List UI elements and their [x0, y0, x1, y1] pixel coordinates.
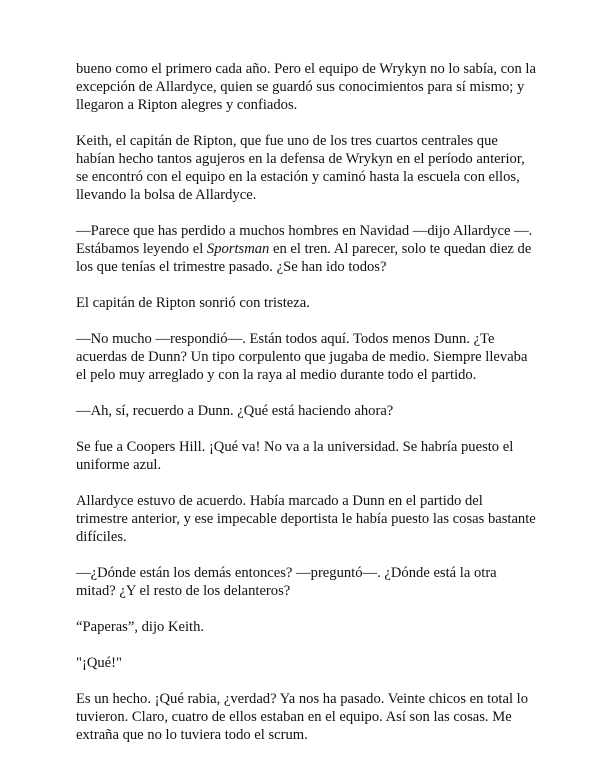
- paragraph: bueno como el primero cada año. Pero el equipo de Wrykyn no lo sabía, con la excepción de Allardyce, quien se guardó sus conocimientos para sí mismo; y llegaron a Ripton alegres y confiados.: [76, 61, 536, 113]
- paragraph-text: en el tren. Al parecer, solo te quedan diez de los que tenías el trimestre pasado. ¿Se han ido todos?: [76, 241, 532, 275]
- paragraph: —No mucho —respondió—. Están todos aquí. Todos menos Dunn. ¿Te acuerdas de Dunn? Un tipo corpulento que jugaba de medio. Siempre llevaba el pelo muy arreglado y con la raya al medio durante todo el partido.: [76, 331, 528, 383]
- paragraph: [76, 222, 536, 276]
- paragraph-text: —Parece que has perdido a muchos hombres en Navidad —dijo Allardyce —. Estábamos leyendo el: [76, 223, 533, 257]
- paragraph: —Ah, sí, recuerdo a Dunn. ¿Qué está haciendo ahora?: [76, 403, 394, 419]
- paragraph: Keith, el capitán de Ripton, que fue uno de los tres cuartos centrales que habían hecho tantos agujeros en la defensa de Wrykyn en el período anterior, se encontró con el equipo en la estación y caminó hasta la escuela con ellos, llevando la bolsa de Allardyce.: [76, 133, 525, 203]
- paragraph: “Paperas”, dijo Keith.: [76, 619, 205, 635]
- paragraph: Es un hecho. ¡Qué rabia, ¿verdad? Ya nos ha pasado. Veinte chicos en total lo tuvieron. Claro, cuatro de ellos estaban en el equipo. Así son las cosas. Me extraña que no lo tuviera todo el scrum.: [76, 691, 529, 743]
- paragraph: Allardyce estuvo de acuerdo. Había marcado a Dunn en el partido del trimestre anterior, y ese impecable deportista le había puesto las cosas bastante difíciles.: [76, 493, 536, 545]
- document-page: [76, 60, 536, 744]
- paragraph: Se fue a Coopers Hill. ¡Qué va! No va a la universidad. Se habría puesto el uniforme azul.: [76, 439, 514, 473]
- italic-title: Sportsman: [206, 241, 270, 257]
- paragraph: El capitán de Ripton sonrió con tristeza.: [76, 295, 310, 311]
- paragraph: —¿Dónde están los demás entonces? —preguntó—. ¿Dónde está la otra mitad? ¿Y el resto de los delanteros?: [76, 565, 497, 599]
- paragraph: "¡Qué!": [76, 655, 122, 671]
